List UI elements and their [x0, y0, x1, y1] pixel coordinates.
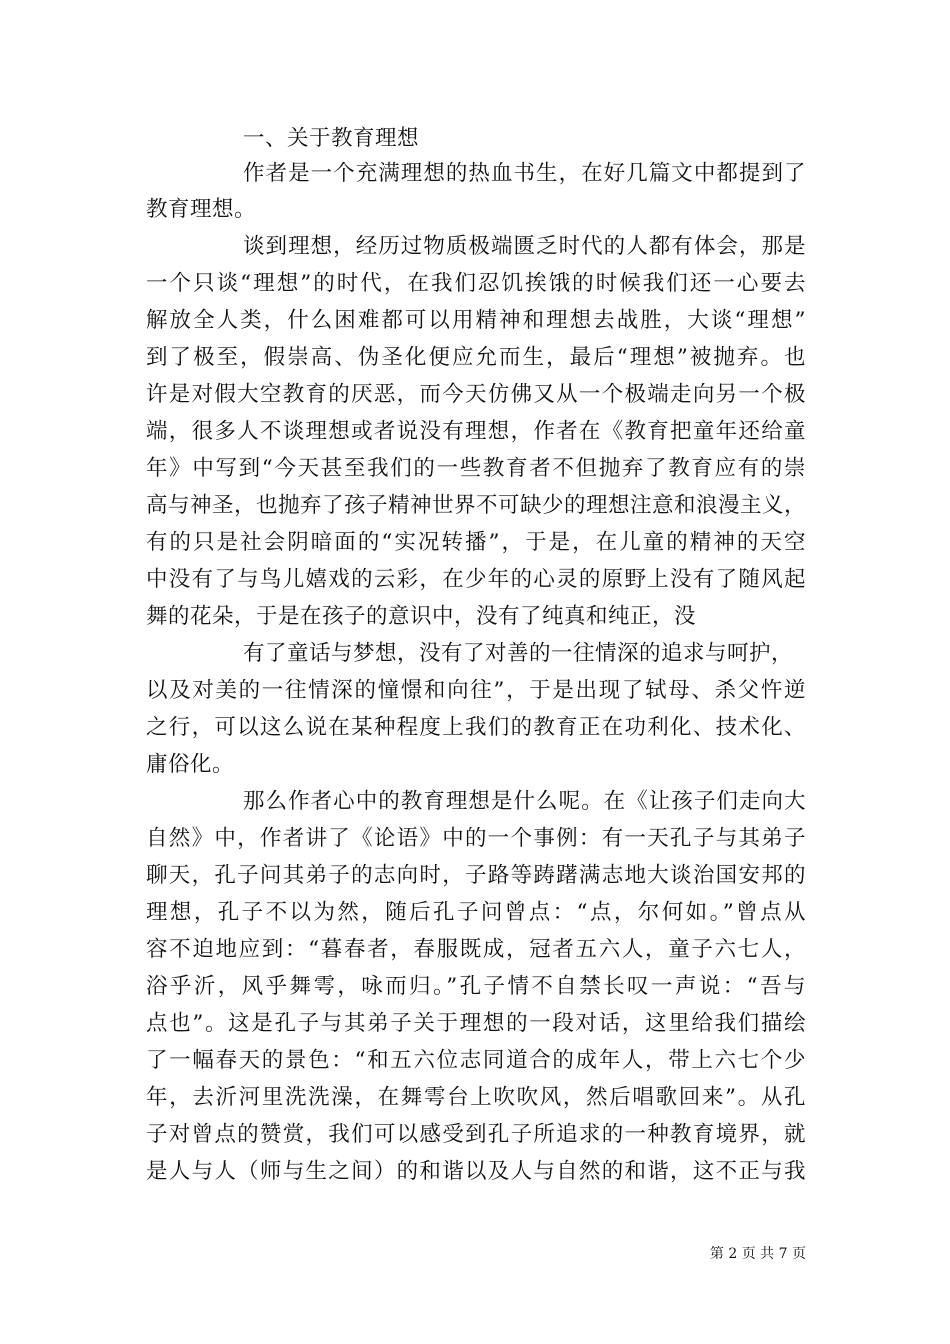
text-line: 高与神圣，也抛弃了孩子精神世界不可缺少的理想注意和浪漫主义， — [146, 493, 807, 518]
text-line: 到了极至，假崇高、伪圣化便应允而生，最后“理想”被抛弃。也 — [146, 345, 806, 370]
text-line: 子对曾点的赞赏，我们可以感受到孔子所追求的一种教育境界，就 — [146, 1122, 806, 1147]
text-line: 浴乎沂，风乎舞雩，咏而归。”孔子情不自禁长叹一声说：“吾与 — [146, 974, 806, 999]
text-line: 年》中写到“今天甚至我们的一些教育者不但抛弃了教育应有的崇 — [146, 456, 806, 481]
text-line: 是人与人（师与生之间）的和谐以及人与自然的和谐，这不正与我 — [146, 1159, 806, 1184]
text-line: 容不迫地应到：“暮春者，春服既成，冠者五六人，童子六七人， — [146, 937, 806, 962]
text-line: 点也”。这是孔子与其弟子关于理想的一段对话，这里给我们描绘 — [146, 1011, 806, 1036]
text-line: 谈到理想，经历过物质极端匮乏时代的人都有体会，那是 — [243, 234, 806, 259]
text-line: 解放全人类，什么困难都可以用精神和理想去战胜，大谈“理想” — [146, 308, 806, 333]
text-line: 有了童话与梦想，没有了对善的一往情深的追求与呵护， — [243, 641, 794, 666]
text-line: 教育理想。 — [146, 197, 257, 222]
text-line: 一个只谈“理想”的时代，在我们忍饥挨饿的时候我们还一心要去 — [146, 271, 806, 296]
text-line: 端，很多人不谈理想或者说没有理想，作者在《教育把童年还给童 — [146, 419, 806, 444]
text-line: 作者是一个充满理想的热血书生，在好几篇文中都提到了 — [243, 161, 806, 186]
text-line: 了一幅春天的景色：“和五六位志同道合的成年人，带上六七个少 — [146, 1048, 806, 1073]
text-line: 舞的花朵，于是在孩子的意识中，没有了纯真和纯正，没 — [146, 604, 697, 629]
text-line: 许是对假大空教育的厌恶，而今天仿佛又从一个极端走向另一个极 — [146, 382, 806, 407]
text-line: 那么作者心中的教育理想是什么呢。在《让孩子们走向大 — [243, 789, 806, 814]
text-line: 理想，孔子不以为然，随后孔子问曾点：“点，尔何如。”曾点从 — [146, 900, 806, 925]
page-number-footer: 第 2 页 共 7 页 — [709, 1246, 806, 1262]
text-line: 有的只是社会阴暗面的“实况转播”，于是，在儿童的精神的天空 — [146, 530, 806, 555]
text-line: 聊天，孔子问其弟子的志向时，子路等踌躇满志地大谈治国安邦的 — [146, 863, 806, 888]
text-line: 之行，可以这么说在某种程度上我们的教育正在功利化、技术化、 — [146, 715, 806, 740]
text-line: 年，去沂河里洗洗澡，在舞雩台上吹吹风，然后唱歌回来”。从孔 — [146, 1085, 806, 1110]
text-line: 以及对美的一往情深的憧憬和向往”，于是出现了轼母、杀父忤逆 — [146, 678, 806, 703]
text-line: 中没有了与鸟儿嬉戏的云彩，在少年的心灵的原野上没有了随风起 — [146, 567, 806, 592]
text-line: 自然》中，作者讲了《论语》中的一个事例：有一天孔子与其弟子 — [146, 826, 806, 851]
text-line: 庸俗化。 — [146, 752, 235, 777]
section-heading: 一、关于教育理想 — [243, 126, 420, 151]
